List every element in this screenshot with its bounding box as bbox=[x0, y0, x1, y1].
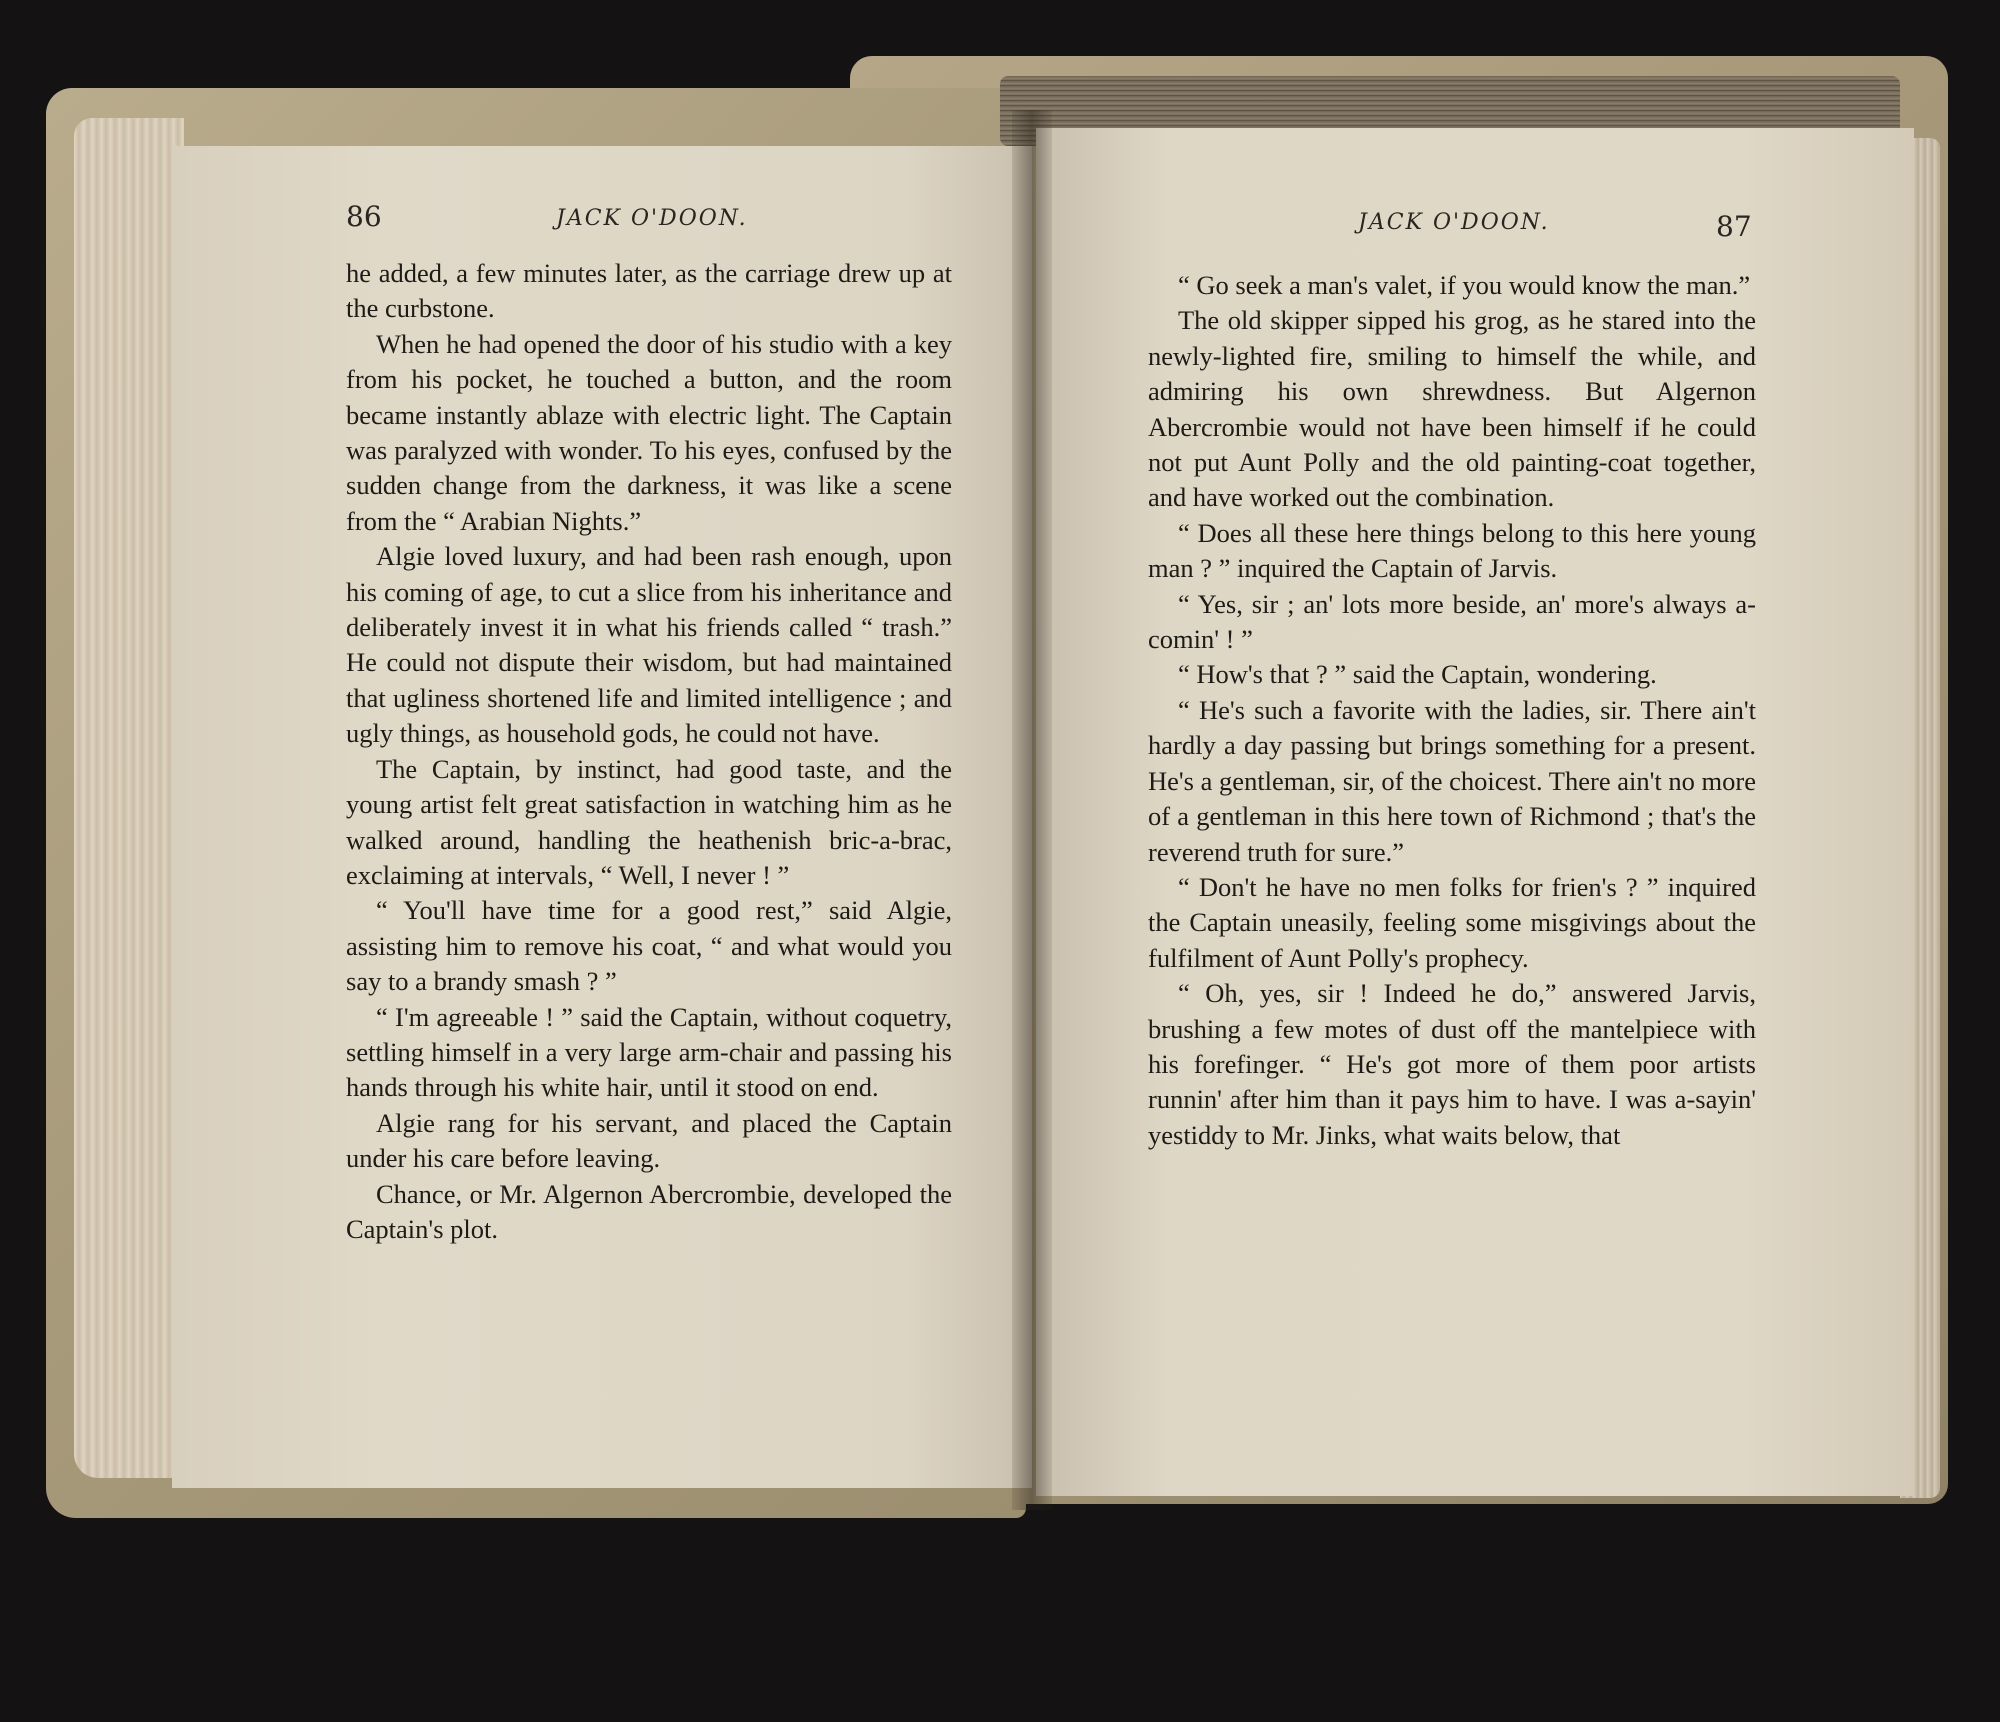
paragraph: Algie loved luxury, and had been rash enough, upon his coming of age, to cut a slice from his inheritance and deliberately invest it in what his friends called “ trash.” He could not dispute their wisdom, but had maintained that ugliness shortened life and limited intelligence ; and ugly things, as household gods, he could not have. bbox=[346, 541, 952, 749]
paragraph: “ Yes, sir ; an' lots more beside, an' more's always a-comin' ! ” bbox=[1148, 588, 1756, 655]
running-head-right: JACK O'DOON. bbox=[1358, 210, 1550, 235]
paragraph: “ How's that ? ” said the Captain, wondering. bbox=[1178, 659, 1657, 690]
paragraph: “ Oh, yes, sir ! Indeed he do,” answered Jarvis, brushing a few motes of dust off the mantelpiece with his forefinger. “ He's got more of them poor artists runnin' after him than it pays him to have. I was a-sayin' yestiddy to Mr. Jinks, what waits below, that bbox=[1148, 978, 1756, 1150]
paragraph: When he had opened the door of his studio with a key from his pocket, he touched a button, and the room became instantly ablaze with electric light. The Captain was paralyzed with wonder. To his eyes, confused by the sudden change from the darkness, it was like a scene from the “ Arabian Nights.” bbox=[346, 328, 952, 536]
running-head-left: JACK O'DOON. bbox=[556, 206, 748, 231]
paragraph: “ I'm agreeable ! ” said the Captain, without coquetry, settling himself in a very large arm-chair and passing his hands through his white hair, until it stood on end. bbox=[346, 1001, 952, 1103]
paragraph: he added, a few minutes later, as the carriage drew up at the curbstone. bbox=[346, 258, 952, 324]
paragraph: The Captain, by instinct, had good taste, and the young artist felt great satisfaction in watching him as he walked around, handling the heathenish bric-a-brac, exclaiming at intervals, “ Well, I never ! ” bbox=[346, 753, 952, 890]
book-gutter bbox=[1012, 110, 1052, 1510]
page-number-left: 86 bbox=[346, 200, 382, 233]
paragraph: Chance, or Mr. Algernon Abercrombie, developed the Captain's plot. bbox=[346, 1178, 952, 1244]
paragraph: “ Does all these here things belong to this here young man ? ” inquired the Captain of Jarvis. bbox=[1148, 517, 1756, 584]
paragraph: “ You'll have time for a good rest,” said Algie, assisting him to remove his coat, “ and what would you say to a brandy smash ? ” bbox=[346, 895, 952, 997]
paragraph: “ He's such a favorite with the ladies, sir. There ain't hardly a day passing but brings something for a present. He's a gentleman, sir, of the choicest. There ain't no more of a gentleman in this here town of Richmond ; that's the reverend truth for sure.” bbox=[1148, 694, 1756, 867]
paragraph: “ Go seek a man's valet, if you would know the man.” bbox=[1178, 270, 1751, 300]
left-page bbox=[172, 146, 1032, 1488]
left-page-body bbox=[346, 256, 952, 1247]
page-number-right: 87 bbox=[1716, 210, 1752, 243]
paragraph: Algie rang for his servant, and placed the Captain under his care before leaving. bbox=[346, 1107, 952, 1174]
paragraph: “ Don't he have no men folks for frien's ? ” inquired the Captain uneasily, feeling some misgivings about the fulfilment of Aunt Polly's prophecy. bbox=[1148, 871, 1756, 973]
page-edges-left bbox=[74, 118, 184, 1478]
right-page-body bbox=[1148, 268, 1756, 1153]
right-page bbox=[1036, 128, 1914, 1496]
paragraph: The old skipper sipped his grog, as he stared into the newly-lighted fire, smiling to himself the while, and admiring his own shrewdness. But Algernon Abercrombie would not have been himself if he could not put Aunt Polly and the old painting-coat together, and have worked out the combination. bbox=[1148, 305, 1756, 513]
